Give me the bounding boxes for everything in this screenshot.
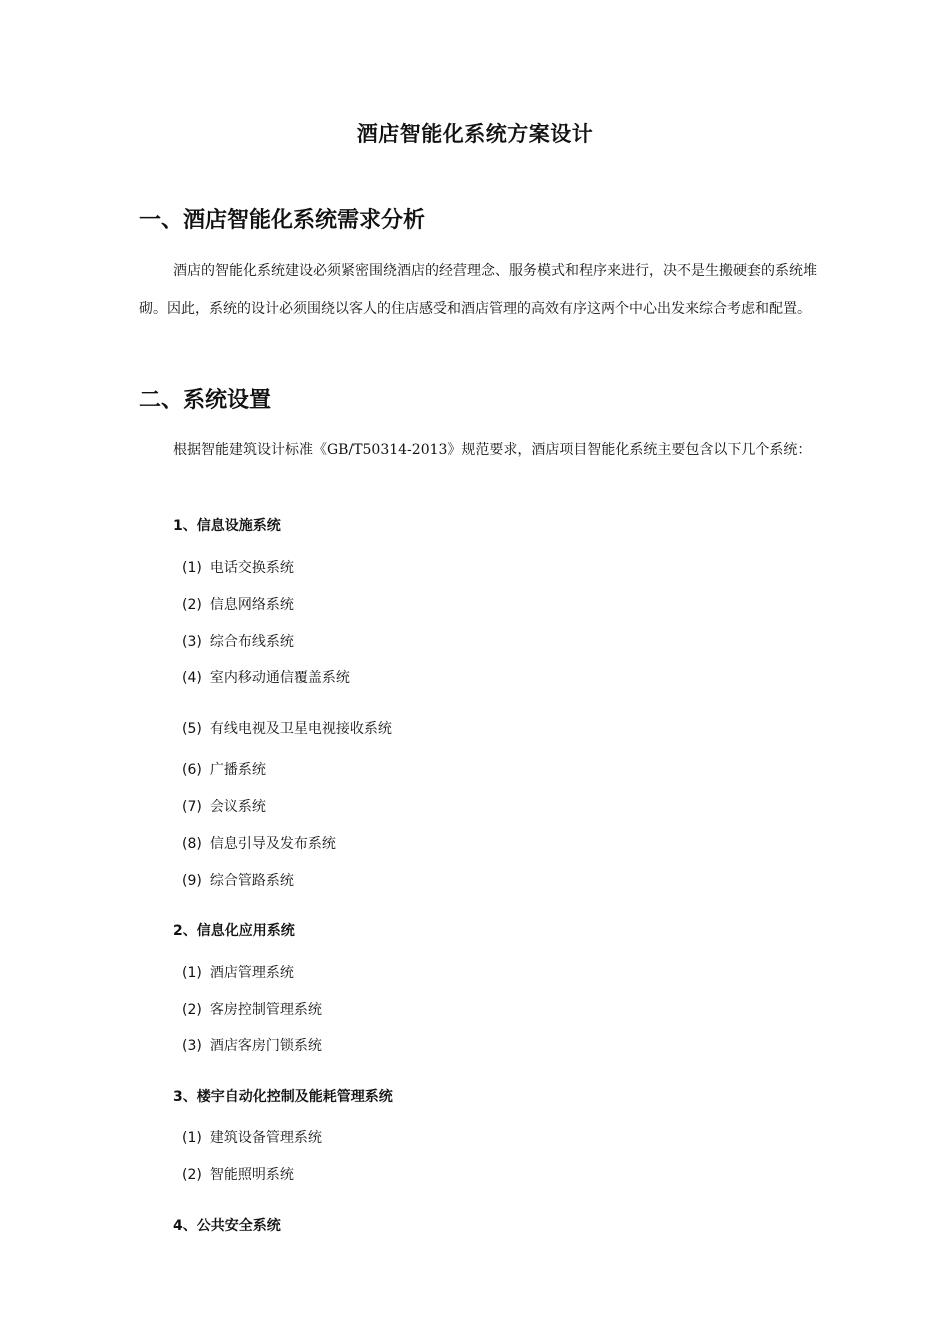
list-item [182,833,336,853]
item-text: 会议系统 [209,799,266,815]
item-number: (8) [182,836,202,852]
section-heading-1: 一、酒店智能化系统需求分析 [139,208,426,233]
group-title: 3、楼宇自动化控制及能耗管理系统 [173,1089,393,1105]
item-number: (7) [182,799,202,815]
item-text: 室内移动通信覆盖系统 [209,670,350,686]
list-item [182,667,350,687]
list-item [182,1127,322,1147]
list-item [182,594,294,614]
item-text: 综合布线系统 [209,634,294,650]
item-text: 酒店客房门锁系统 [209,1038,322,1054]
document-title: 酒店智能化系统方案设计 [356,122,594,146]
section-1-paragraph [139,252,819,328]
section-heading-2: 二、系统设置 [139,388,272,413]
list-item [182,557,294,577]
item-text: 信息引导及发布系统 [209,836,336,852]
item-text: 综合管路系统 [209,873,294,889]
list-item [182,718,392,738]
list-item [182,870,294,890]
item-number: (3) [182,634,202,650]
item-text: 电话交换系统 [209,560,294,576]
item-text: 酒店管理系统 [209,965,294,981]
item-number: (1) [182,560,202,576]
list-item [182,962,294,982]
list-item [182,999,322,1019]
item-text: 智能照明系统 [209,1167,294,1183]
item-text: 建筑设备管理系统 [209,1130,322,1146]
list-item [182,796,266,816]
section-2-paragraph [139,431,819,469]
item-number: (4) [182,670,202,686]
item-text: 客房控制管理系统 [209,1002,322,1018]
item-number: (5) [182,721,202,737]
item-text: 广播系统 [209,762,266,778]
item-number: (3) [182,1038,202,1054]
list-item [182,1164,294,1184]
item-number: (2) [182,1167,202,1183]
section-1-text: 酒店的智能化系统建设必须紧密围绕酒店的经营理念、服务模式和程序来进行，决不是生搬硬套的系统堆砌。因此，系统的设计必须围绕以客人的住店感受和酒店管理的高效有序这两个中心出发来综合考虑和配置。 [139,263,817,317]
item-number: (2) [182,597,202,613]
item-number: (6) [182,762,202,778]
group-title: 4、公共安全系统 [173,1218,281,1234]
group-title: 2、信息化应用系统 [173,923,295,939]
group-title: 1、信息设施系统 [173,518,281,534]
item-number: (2) [182,1002,202,1018]
item-number: (1) [182,965,202,981]
item-number: (1) [182,1130,202,1146]
list-item [182,759,266,779]
section-2-text: 根据智能建筑设计标准《GB/T50314-2013》规范要求，酒店项目智能化系统主要包含以下几个系统： [173,442,812,458]
list-item [182,631,294,651]
item-number: (9) [182,873,202,889]
list-item [182,1035,322,1055]
item-text: 有线电视及卫星电视接收系统 [209,721,392,737]
item-text: 信息网络系统 [209,597,294,613]
